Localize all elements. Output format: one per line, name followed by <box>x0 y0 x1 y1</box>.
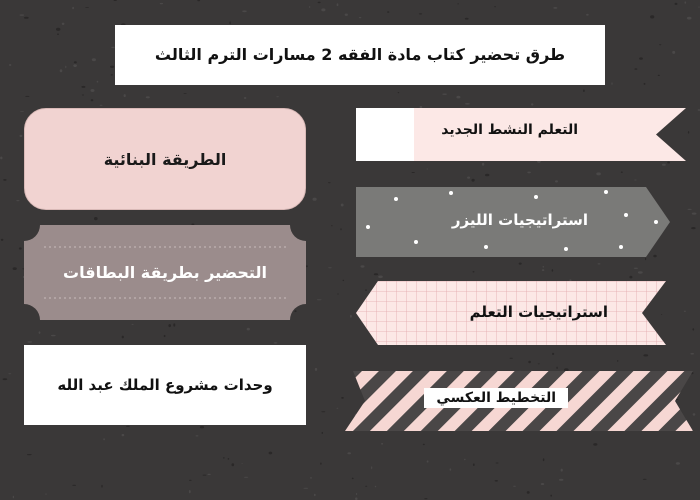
banner-label: التخطيط العكسي <box>436 390 556 406</box>
tag-king-abdullah-units <box>24 345 306 425</box>
banner-label: التعلم النشط الجديد <box>441 122 578 138</box>
tag-constructive-method <box>24 108 306 210</box>
title-box <box>115 25 605 85</box>
tag-cards-method <box>24 225 306 320</box>
banner-label: استراتيجيات التعلم <box>469 303 608 321</box>
banner-backward-design <box>345 371 693 431</box>
tag-label: الطريقة البنائية <box>103 149 227 169</box>
banner-active-learning <box>356 108 686 161</box>
tag-label: التحضير بطريقة البطاقات <box>63 263 267 282</box>
banner-learning-strategies <box>356 281 686 345</box>
page-title: طرق تحضير كتاب مادة الفقه 2 مسارات الترم الثالث <box>154 45 566 64</box>
banner-laser-strategies <box>356 187 686 257</box>
banner-label: استراتيجيات الليزر <box>451 211 588 229</box>
banner-label-box <box>424 388 568 408</box>
tag-label: وحدات مشروع الملك عبد الله <box>57 376 273 394</box>
